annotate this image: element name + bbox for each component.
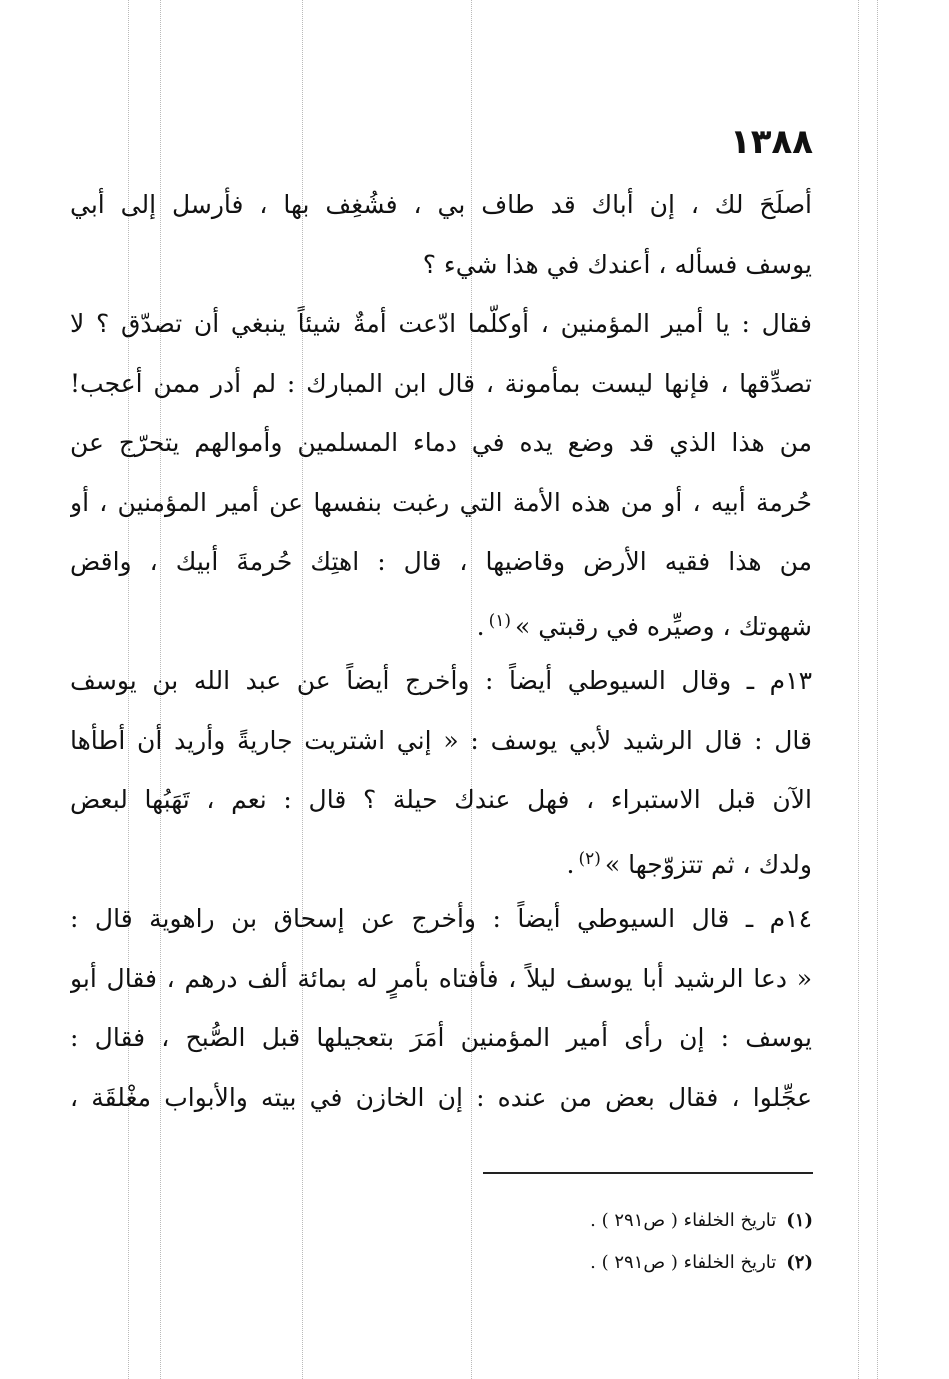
- text-line: [70, 1008, 812, 1068]
- line-end-punctuation: .: [476, 611, 485, 641]
- line-text: ولدك ، ثم تتزوّجها »: [604, 849, 812, 879]
- text-line: [70, 235, 812, 295]
- footnote-marker: (٢): [786, 1252, 813, 1273]
- text-line: [70, 175, 812, 235]
- line-text: ١٤م ـ قال السيوطي أيضاً : وأخرج عن إسحاق بن راهوية قال :: [70, 904, 812, 933]
- text-line: [70, 711, 812, 771]
- footnote-text: تاريخ الخلفاء ( ص٢٩١ ) .: [590, 1252, 777, 1273]
- line-end-punctuation: .: [566, 849, 575, 879]
- line-text: شهوتك ، وصيِّره في رقبتي »: [515, 611, 812, 641]
- footnote-text: تاريخ الخلفاء ( ص٢٩١ ) .: [590, 1210, 777, 1231]
- line-text: « دعا الرشيد أبا يوسف ليلاً ، فأفتاه بأمرٍ له بمائة ألف درهم ، فقال أبو: [70, 963, 812, 993]
- footnote-item: [400, 1200, 813, 1242]
- line-text: قال : قال الرشيد لأبي يوسف : « إني اشتريت جاريةً وأريد أن أطأها: [70, 725, 812, 755]
- line-text: عجِّلوا ، فقال بعض من عنده : إن الخازن في بيته والأبواب مغْلقَة ،: [70, 1082, 812, 1112]
- body-text: [70, 175, 812, 1127]
- text-line: [70, 354, 812, 414]
- text-line: [70, 770, 812, 830]
- footnote-separator: [483, 1172, 813, 1174]
- footnote-reference: (١): [488, 610, 511, 631]
- text-line: [70, 830, 812, 890]
- text-line: [70, 592, 812, 652]
- line-text: يوسف فسأله ، أعندك في هذا شيء ؟: [422, 249, 812, 279]
- footnote-item: [400, 1242, 813, 1284]
- line-text: حُرمة أبيه ، أو من هذه الأمة التي رغبت بنفسها عن أمير المؤمنين ، أو: [70, 487, 812, 517]
- line-text: من هذا الذي قد وضع يده في دماء المسلمين وأموالهم يتحرّج عن: [70, 428, 812, 457]
- footnotes: [400, 1200, 813, 1284]
- line-text: الآن قبل الاستبراء ، فهل عندك حيلة ؟ قال : نعم ، تَهَبُها لبعض: [70, 785, 812, 814]
- text-line: [70, 651, 812, 711]
- footnote-marker: (١): [786, 1210, 813, 1231]
- text-line: [70, 949, 812, 1009]
- line-text: ١٣م ـ وقال السيوطي أيضاً : وأخرج أيضاً عن عبد الله بن يوسف: [70, 666, 812, 695]
- footnote-reference: (٢): [578, 848, 601, 869]
- scan-artifact-line: [877, 0, 878, 1379]
- text-line: [70, 889, 812, 949]
- line-text: أصلَحَ لك ، إن أباك قد طاف بي ، فشُغِف بها ، فأرسل إلى أبي: [70, 190, 812, 219]
- line-text: من هذا فقيه الأرض وقاضيها ، قال : اهتِك حُرمةَ أبيك ، واقض: [70, 547, 812, 576]
- text-line: [70, 1068, 812, 1128]
- page-number: ١٣٨٨: [729, 122, 813, 162]
- scan-artifact-line: [858, 0, 859, 1379]
- text-line: [70, 532, 812, 592]
- line-text: فقال : يا أمير المؤمنين ، أوكلّما ادّعت أمةٌ شيئاً ينبغي أن تصدّق ؟ لا: [70, 309, 812, 338]
- line-text: تصدِّقها ، فإنها ليست بمأمونة ، قال ابن المبارك : لم أدر ممن أعجب!: [70, 368, 812, 398]
- text-line: [70, 413, 812, 473]
- text-line: [70, 294, 812, 354]
- text-line: [70, 473, 812, 533]
- line-text: يوسف : إن رأى أمير المؤمنين أمَرَ بتعجيلها قبل الصُّبح ، فقال :: [70, 1023, 812, 1052]
